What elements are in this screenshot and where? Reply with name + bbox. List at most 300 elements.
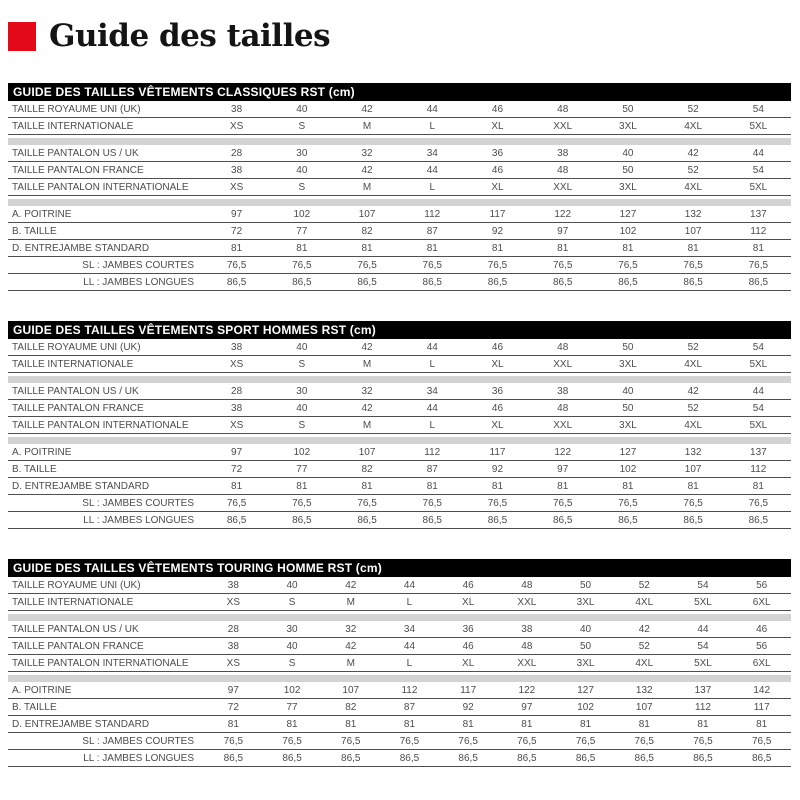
size-value-cell: 4XL [635,657,654,669]
table-row [8,750,791,767]
size-value-cell: 76,5 [634,735,654,747]
row-label: LL : JAMBES LONGUES [83,752,194,764]
size-value-cell: 50 [622,402,634,414]
row-label: A. POITRINE [12,208,72,220]
size-value-cell: 46 [462,640,474,652]
size-value-cell: 76,5 [341,735,361,747]
size-value-cell: 132 [684,208,702,220]
size-value-cell: 36 [462,623,474,635]
row-label: LL : JAMBES LONGUES [83,514,194,526]
size-value-cell: 56 [756,579,768,591]
size-value-cell: 81 [752,480,764,492]
size-value-cell: 81 [361,480,373,492]
group-separator [8,614,791,621]
size-value-cell: M [346,596,355,608]
size-value-cell: 38 [231,164,243,176]
size-value-cell: XXL [553,419,573,431]
size-value-cell: 76,5 [292,497,312,509]
size-value-cell: 81 [491,480,504,492]
row-label: SL : JAMBES COURTES [82,497,194,509]
size-value-cell: 76,5 [422,497,442,509]
size-value-cell: 44 [752,385,764,397]
size-value-cell: 86,5 [487,514,508,526]
size-value-cell: 32 [361,147,373,159]
size-value-cell: 76,5 [683,259,703,271]
table-row [8,145,791,162]
row-label: TAILLE ROYAUME UNI (UK) [12,579,141,591]
size-value-cell: 81 [361,242,373,254]
size-value-cell: 86,5 [357,514,377,526]
table-row [8,101,791,118]
size-value-cell: 3XL [619,181,637,193]
group-separator [8,376,791,383]
size-value-cell: 54 [752,164,764,176]
size-value-cell: 48 [521,579,533,591]
size-value-cell: 76,5 [226,259,247,271]
size-value-cell: 40 [296,103,308,115]
table-row [8,478,791,495]
size-value-cell: 44 [403,640,416,652]
row-label: B. TAILLE [12,225,57,237]
size-value-cell: 97 [231,208,243,220]
size-value-cell: 5XL [749,358,768,370]
page-header [8,20,791,52]
size-value-cell: 107 [684,225,702,237]
size-value-cell: XL [491,419,504,431]
size-value-cell: 127 [577,684,594,696]
size-value-cell: 81 [557,242,569,254]
size-value-cell: 46 [491,103,504,115]
size-value-cell: 30 [296,147,308,159]
size-value-cell: 77 [296,463,308,475]
size-value-cell: 42 [687,147,699,159]
size-value-cell: 52 [687,402,699,414]
size-value-cell: 38 [557,147,569,159]
size-value-cell: 107 [342,684,360,696]
size-value-cell: 86,5 [226,514,247,526]
size-value-cell: 82 [345,701,357,713]
size-value-cell: 3XL [619,358,637,370]
size-value-cell: 76,5 [748,497,769,509]
group-separator [8,437,791,444]
size-value-cell: 86,5 [683,276,703,288]
size-value-cell: 6XL [752,596,771,608]
size-value-cell: 132 [684,446,702,458]
size-value-cell: 3XL [576,596,595,608]
row-label: TAILLE PANTALON US / UK [12,147,139,159]
size-value-cell: 81 [345,718,357,730]
table-row [8,240,791,257]
size-value-cell: 97 [227,684,239,696]
size-value-cell: 76,5 [751,735,772,747]
size-value-cell: 46 [491,164,504,176]
size-value-cell: 44 [426,402,438,414]
table-row [8,682,791,699]
size-value-cell: 112 [424,446,441,458]
size-value-cell: 122 [518,684,536,696]
size-value-cell: 76,5 [292,259,312,271]
table-row [8,621,791,638]
size-value-cell: 28 [231,147,243,159]
size-value-cell: 48 [557,341,569,353]
row-label: TAILLE PANTALON INTERNATIONALE [12,181,189,193]
size-value-cell: 48 [521,640,533,652]
size-value-cell: S [288,657,296,669]
row-label: TAILLE INTERNATIONALE [12,358,134,370]
size-value-cell: 48 [557,402,569,414]
size-value-cell: 40 [580,623,592,635]
size-value-cell: 117 [753,701,770,713]
size-value-cell: 86,5 [683,514,703,526]
table-title-bar: GUIDE DES TAILLES VÊTEMENTS SPORT HOMMES RST (cm) [8,321,791,339]
size-value-cell: 46 [756,623,768,635]
size-value-cell: 92 [491,225,504,237]
size-value-cell: 86,5 [618,514,638,526]
size-value-cell: 34 [403,623,416,635]
row-label: LL : JAMBES LONGUES [83,276,194,288]
row-label: B. TAILLE [12,463,57,475]
size-value-cell: 127 [619,208,637,220]
size-value-cell: XS [229,419,244,431]
size-value-cell: 72 [231,225,243,237]
row-label: TAILLE PANTALON FRANCE [12,640,144,652]
size-value-cell: 87 [426,225,438,237]
size-value-cell: S [288,596,296,608]
size-value-cell: 86,5 [517,752,537,764]
size-value-cell: S [298,419,306,431]
size-value-cell: 76,5 [552,497,573,509]
size-value-cell: 5XL [694,596,712,608]
table-row [8,400,791,417]
size-table-1 [8,83,791,291]
size-value-cell: 81 [697,718,709,730]
size-value-cell: 112 [401,684,418,696]
size-value-cell: 81 [557,480,569,492]
size-value-cell: 76,5 [357,497,377,509]
size-value-cell: 76,5 [399,735,420,747]
size-value-cell: 81 [227,718,239,730]
size-value-cell: XS [226,657,241,669]
size-value-cell: L [406,657,413,669]
size-value-cell: M [362,181,372,193]
size-value-cell: 102 [619,463,637,475]
size-value-cell: 76,5 [487,259,508,271]
size-value-cell: 122 [554,446,572,458]
row-label: TAILLE ROYAUME UNI (UK) [12,341,141,353]
size-value-cell: 3XL [619,120,637,132]
size-value-cell: 30 [296,385,308,397]
size-value-cell: 86,5 [575,752,596,764]
table-row [8,733,791,750]
size-value-cell: 54 [752,341,764,353]
table-title-bar: GUIDE DES TAILLES VÊTEMENTS CLASSIQUES RST (cm) [8,83,791,101]
size-value-cell: 86,5 [226,276,247,288]
size-value-cell: 86,5 [399,752,420,764]
row-label: SL : JAMBES COURTES [82,259,194,271]
size-value-cell: 86,5 [223,752,244,764]
size-value-cell: 42 [361,402,373,414]
size-value-cell: 92 [491,463,504,475]
row-label: TAILLE PANTALON FRANCE [12,402,144,414]
size-value-cell: 76,5 [552,259,573,271]
size-value-cell: 5XL [694,657,712,669]
size-value-cell: 87 [403,701,416,713]
size-value-cell: 42 [687,385,699,397]
size-value-cell: L [406,596,413,608]
size-value-cell: XL [462,657,475,669]
size-value-cell: 127 [619,446,637,458]
size-value-cell: XL [462,596,475,608]
size-value-cell: 76,5 [575,735,596,747]
size-value-cell: 86,5 [292,276,312,288]
size-value-cell: 81 [687,242,699,254]
table-row [8,179,791,196]
size-value-cell: 102 [293,208,311,220]
size-value-cell: 76,5 [357,259,377,271]
size-value-cell: 92 [462,701,474,713]
size-value-cell: 42 [345,579,357,591]
size-value-cell: 112 [750,463,767,475]
size-value-cell: S [298,358,306,370]
size-value-cell: 86,5 [618,276,638,288]
size-value-cell: 81 [622,480,634,492]
size-value-cell: 81 [403,718,416,730]
size-value-cell: 87 [426,463,438,475]
size-value-cell: 142 [753,684,771,696]
size-value-cell: 76,5 [487,497,508,509]
size-value-cell: 34 [426,147,438,159]
row-label: A. POITRINE [12,684,72,696]
size-value-cell: XS [226,596,241,608]
size-value-cell: 112 [695,701,711,713]
size-value-cell: XXL [553,181,573,193]
table-title-bar: GUIDE DES TAILLES VÊTEMENTS TOURING HOMME RST (cm) [8,559,791,577]
size-value-cell: 82 [361,225,373,237]
size-value-cell: 5XL [749,181,768,193]
size-value-cell: S [298,120,306,132]
size-value-cell: 46 [462,579,474,591]
size-value-cell: 28 [231,385,243,397]
size-value-cell: 54 [697,640,709,652]
table-row [8,118,791,135]
size-value-cell: XXL [553,358,573,370]
size-value-cell: 102 [619,225,637,237]
size-table-2 [8,321,791,529]
size-value-cell: 42 [361,341,373,353]
size-value-cell: 76,5 [422,259,442,271]
table-row [8,699,791,716]
size-value-cell: 86,5 [292,514,312,526]
size-value-cell: 81 [286,718,298,730]
size-value-cell: 112 [750,225,767,237]
row-label: TAILLE INTERNATIONALE [12,120,134,132]
size-value-cell: 38 [231,402,243,414]
size-value-cell: M [362,358,372,370]
row-label: D. ENTREJAMBE STANDARD [12,718,150,730]
size-value-cell: 4XL [684,419,703,431]
size-value-cell: 4XL [635,596,654,608]
size-value-cell: 117 [489,446,506,458]
size-value-cell: XS [229,120,244,132]
size-value-cell: 117 [460,684,477,696]
row-label: D. ENTREJAMBE STANDARD [12,242,150,254]
size-value-cell: 52 [638,579,650,591]
size-value-cell: 117 [489,208,506,220]
size-value-cell: 112 [424,208,441,220]
table-row [8,655,791,672]
size-value-cell: 86,5 [422,276,442,288]
size-value-cell: 86,5 [552,276,573,288]
size-value-cell: 42 [361,164,373,176]
row-label: TAILLE PANTALON INTERNATIONALE [12,419,189,431]
size-value-cell: XXL [517,596,537,608]
size-value-cell: 50 [622,164,634,176]
size-value-cell: 81 [462,718,474,730]
size-value-cell: 86,5 [357,276,377,288]
size-value-cell: L [429,181,436,193]
row-label: TAILLE ROYAUME UNI (UK) [12,103,141,115]
size-value-cell: 40 [286,640,298,652]
table-row [8,417,791,434]
size-value-cell: 56 [756,640,768,652]
size-value-cell: 81 [687,480,699,492]
size-value-cell: 81 [491,242,504,254]
size-value-cell: 38 [557,385,569,397]
size-value-cell: 132 [635,684,653,696]
size-value-cell: 50 [580,640,592,652]
size-value-cell: 97 [521,701,533,713]
row-label: A. POITRINE [12,446,72,458]
size-value-cell: 36 [491,385,504,397]
size-value-cell: 81 [231,242,243,254]
size-value-cell: 86,5 [487,276,508,288]
table-row [8,383,791,400]
size-value-cell: 52 [638,640,650,652]
size-value-cell: 137 [694,684,712,696]
size-value-cell: 102 [293,446,311,458]
size-value-cell: 54 [752,103,764,115]
table-row [8,274,791,291]
size-value-cell: 76,5 [226,497,247,509]
row-label: SL : JAMBES COURTES [82,735,194,747]
size-value-cell: L [429,419,436,431]
size-value-cell: L [429,358,436,370]
size-value-cell: 50 [580,579,592,591]
size-value-cell: 38 [227,640,239,652]
size-value-cell: 40 [296,341,308,353]
size-value-cell: 97 [231,446,243,458]
size-table-3 [8,559,791,767]
size-value-cell: XS [229,358,244,370]
size-tables-container [8,83,791,767]
size-value-cell: 50 [622,103,634,115]
row-label: TAILLE PANTALON INTERNATIONALE [12,657,189,669]
size-value-cell: 28 [227,623,239,635]
table-row [8,638,791,655]
size-value-cell: XXL [553,120,573,132]
size-value-cell: 40 [296,164,308,176]
size-value-cell: 40 [296,402,308,414]
size-value-cell: 137 [750,208,767,220]
size-value-cell: 81 [756,718,768,730]
size-value-cell: 76,5 [458,735,478,747]
table-row [8,716,791,733]
size-value-cell: XS [229,181,244,193]
size-value-cell: 76,5 [618,259,638,271]
size-value-cell: 30 [286,623,298,635]
size-value-cell: 81 [231,480,243,492]
size-value-cell: M [346,657,355,669]
size-value-cell: 86,5 [458,752,478,764]
size-value-cell: 72 [231,463,243,475]
size-value-cell: M [362,120,372,132]
size-value-cell: 5XL [749,120,768,132]
table-row [8,356,791,373]
size-value-cell: 4XL [684,120,703,132]
size-value-cell: 86,5 [693,752,713,764]
size-value-cell: 4XL [684,358,703,370]
size-value-cell: 86,5 [422,514,442,526]
size-value-cell: 38 [521,623,533,635]
size-value-cell: 38 [231,341,243,353]
size-value-cell: 4XL [684,181,703,193]
table-row [8,444,791,461]
size-value-cell: 3XL [619,419,637,431]
size-value-cell: 86,5 [552,514,573,526]
size-value-cell: 86,5 [341,752,361,764]
size-value-cell: 81 [426,242,438,254]
size-value-cell: 86,5 [748,276,769,288]
size-value-cell: 44 [403,579,416,591]
size-value-cell: 76,5 [683,497,703,509]
brand-red-square-icon [8,22,36,51]
size-value-cell: 81 [296,242,308,254]
row-label: TAILLE PANTALON FRANCE [12,164,144,176]
table-row [8,223,791,240]
table-row [8,577,791,594]
table-row [8,162,791,179]
row-label: TAILLE PANTALON US / UK [12,385,139,397]
size-value-cell: 3XL [576,657,595,669]
size-value-cell: 107 [358,446,376,458]
size-value-cell: 81 [426,480,438,492]
size-value-cell: 76,5 [223,735,244,747]
size-value-cell: 32 [361,385,373,397]
size-value-cell: 86,5 [282,752,302,764]
size-value-cell: 52 [687,164,699,176]
size-value-cell: 102 [283,684,301,696]
size-value-cell: XL [491,358,504,370]
size-value-cell: 137 [750,446,767,458]
size-value-cell: 46 [491,402,504,414]
size-value-cell: 44 [426,341,438,353]
size-value-cell: 54 [752,402,764,414]
size-value-cell: 81 [752,242,764,254]
size-value-cell: 107 [358,208,376,220]
row-label: TAILLE PANTALON US / UK [12,623,139,635]
size-value-cell: S [298,181,306,193]
row-label: D. ENTREJAMBE STANDARD [12,480,150,492]
size-value-cell: 48 [557,164,569,176]
row-label: B. TAILLE [12,701,57,713]
size-value-cell: 38 [231,103,243,115]
table-row [8,461,791,478]
size-value-cell: 122 [554,208,572,220]
size-value-cell: 54 [697,579,709,591]
size-value-cell: 52 [687,103,699,115]
size-value-cell: 42 [361,103,373,115]
size-value-cell: 42 [345,640,357,652]
